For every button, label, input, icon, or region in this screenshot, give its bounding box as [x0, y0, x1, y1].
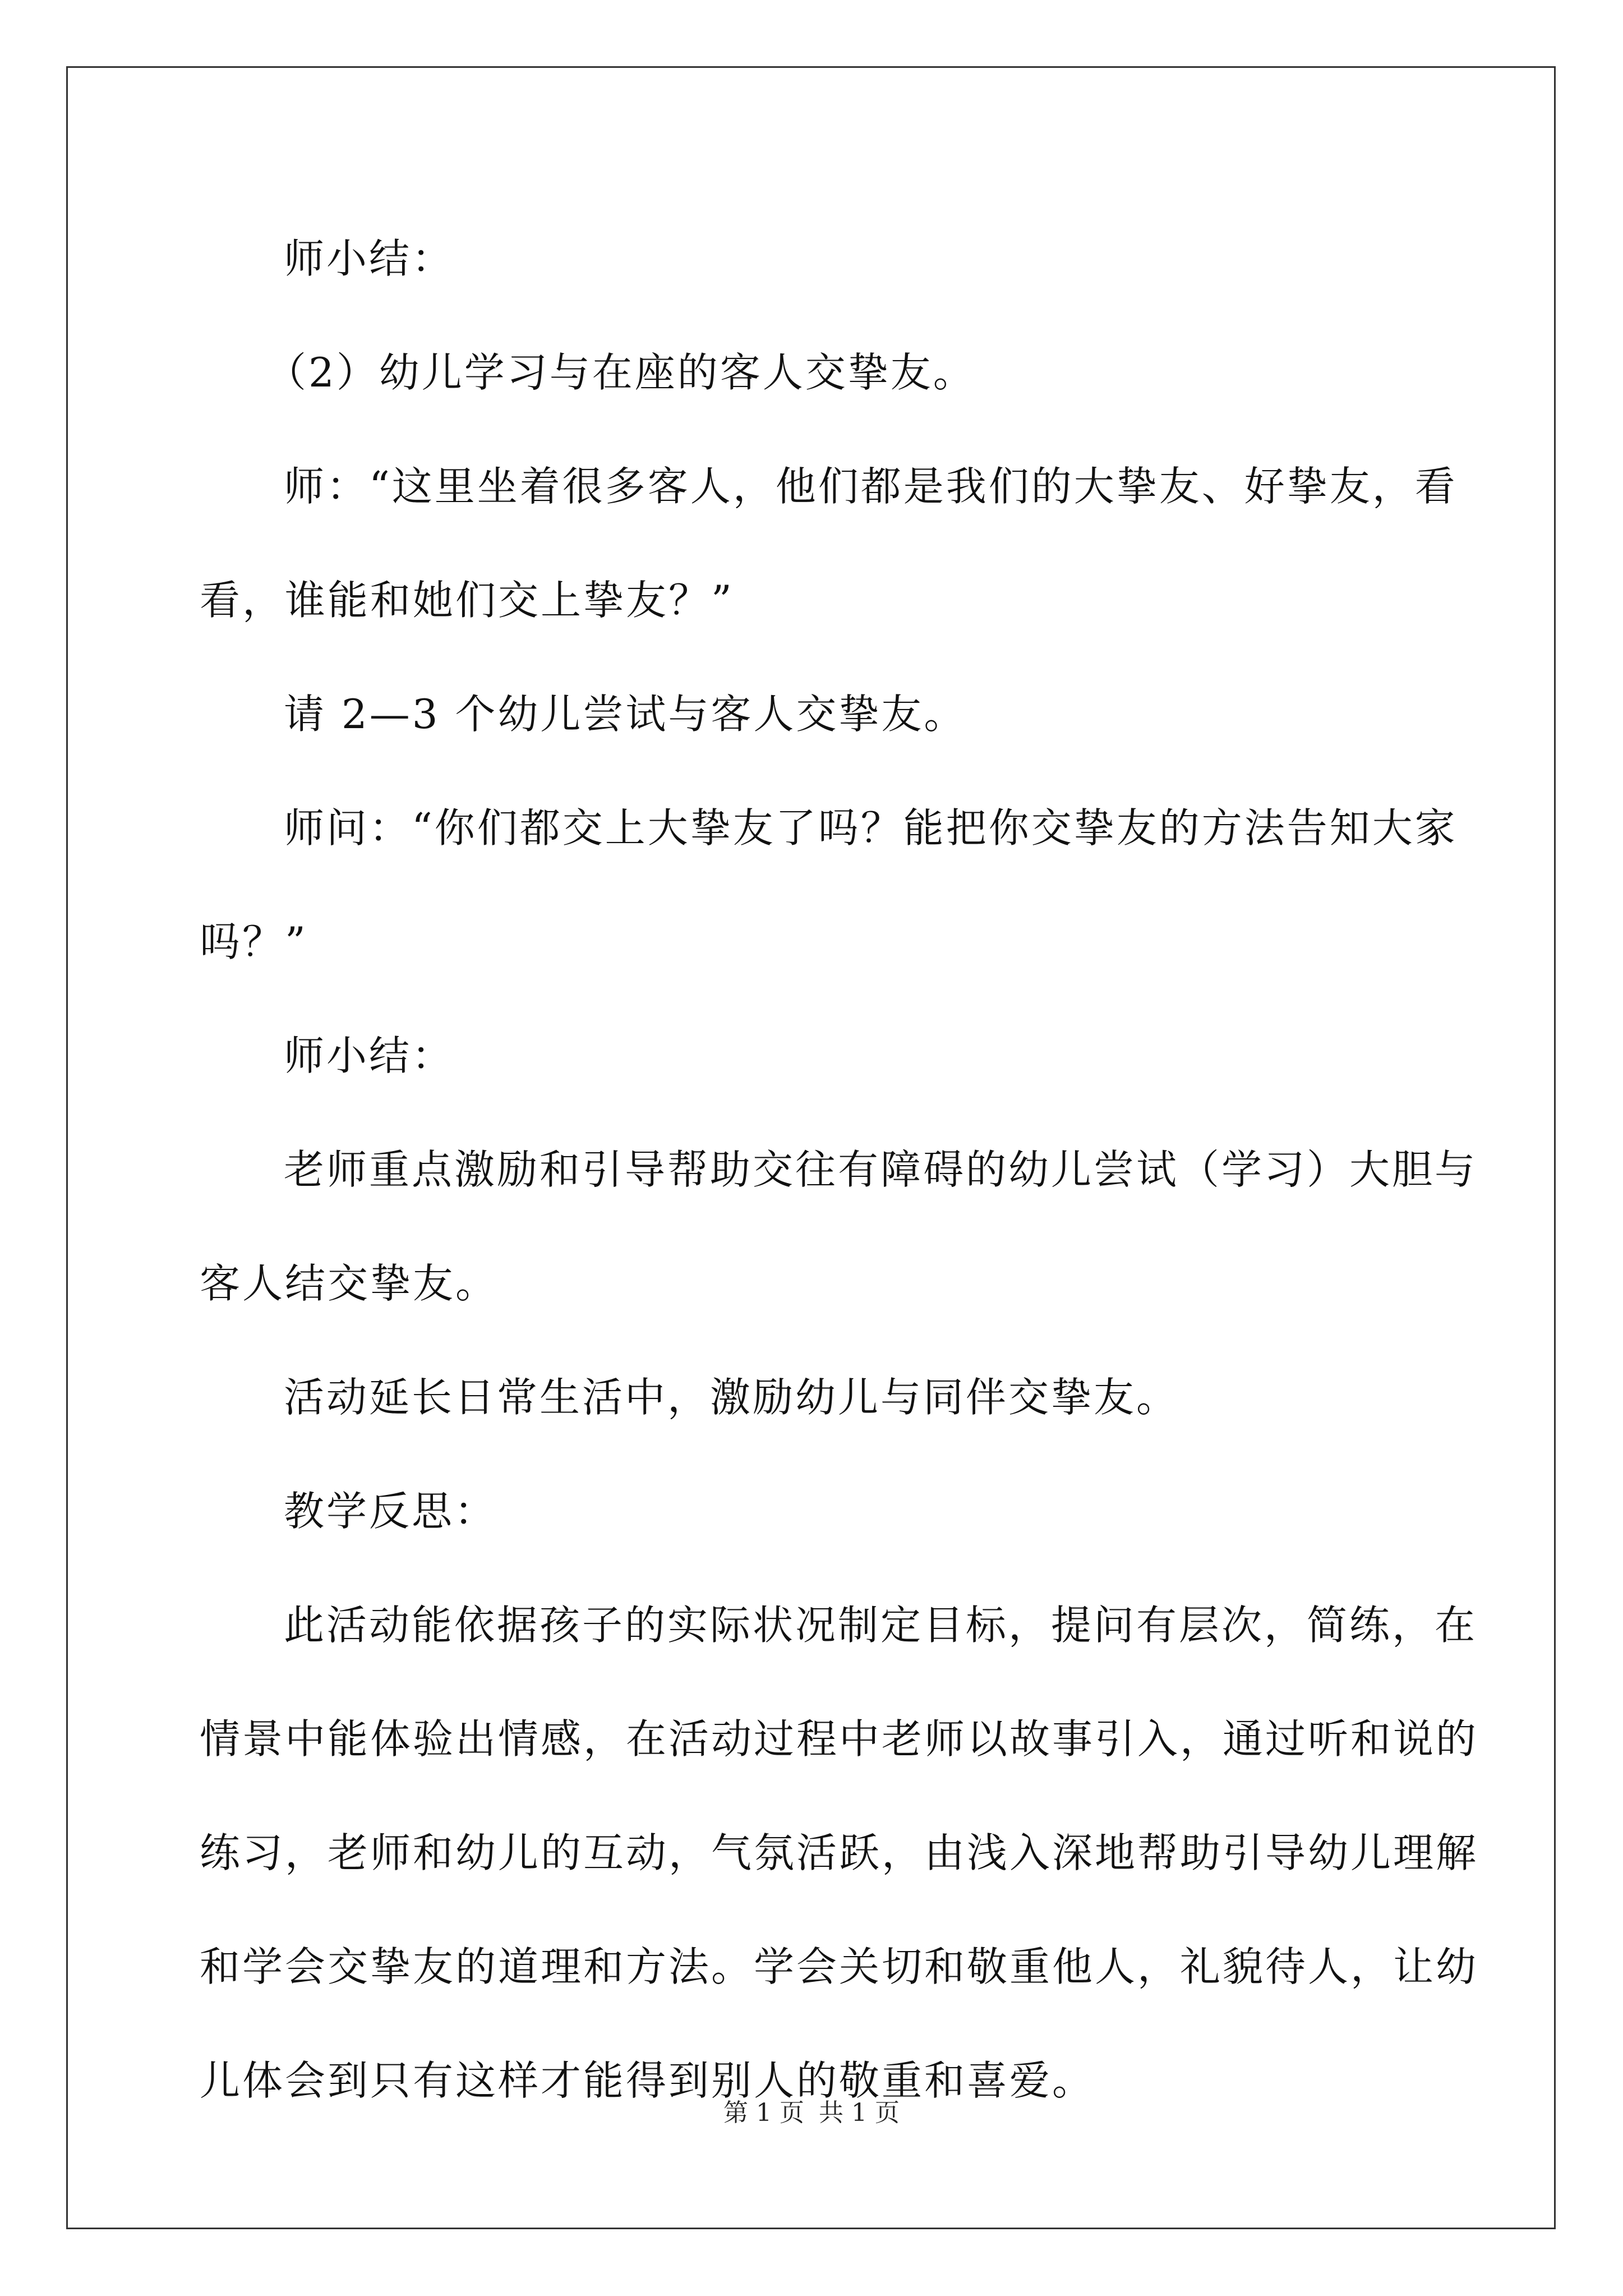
- paragraph-line: 师小结：: [284, 1032, 455, 1079]
- page-total: 共 1 页: [819, 2099, 900, 2127]
- paragraph-line: 看，谁能和她们交上挚友？”: [200, 577, 734, 624]
- paragraph-line: 客人结交挚友。: [200, 1260, 499, 1307]
- paragraph-line: 练习，老师和幼儿的互动，气氛活跃，由浅入深地帮助引导幼儿理解: [200, 1829, 1479, 1876]
- paragraph-line: 请 2—3 个幼儿尝试与客人交挚友。: [284, 691, 967, 738]
- paragraph-line: 活动延长日常生活中，激励幼儿与同伴交挚友。: [284, 1374, 1179, 1421]
- paragraph-line: 教学反思：: [284, 1488, 497, 1535]
- paragraph-line: 儿体会到只有这样才能得到别人的敬重和喜爱。: [200, 2057, 1095, 2104]
- paragraph-line: 师：“这里坐着很多客人，他们都是我们的大挚友、好挚友，看: [284, 463, 1458, 510]
- page-number: 第 1 页: [723, 2099, 804, 2127]
- paragraph-line: 师小结：: [284, 235, 455, 282]
- paragraph-line: 此活动能依据孩子的实际状况制定目标，提问有层次，简练，在: [284, 1602, 1478, 1649]
- paragraph-line: 情景中能体验出情感，在活动过程中老师以故事引入，通过听和说的: [200, 1715, 1479, 1763]
- paragraph-line: 吗？”: [200, 918, 308, 965]
- paragraph-line: 师问：“你们都交上大挚友了吗？能把你交挚友的方法告知大家: [284, 804, 1458, 852]
- paragraph-line: （2）幼儿学习与在座的客人交挚友。: [266, 349, 976, 396]
- paragraph-line: 老师重点激励和引导帮助交往有障碍的幼儿尝试（学习）大胆与: [284, 1146, 1478, 1193]
- paragraph-line: 和学会交挚友的道理和方法。学会关切和敬重他人，礼貌待人，让幼: [200, 1943, 1479, 1990]
- page-footer: [0, 2092, 1623, 2128]
